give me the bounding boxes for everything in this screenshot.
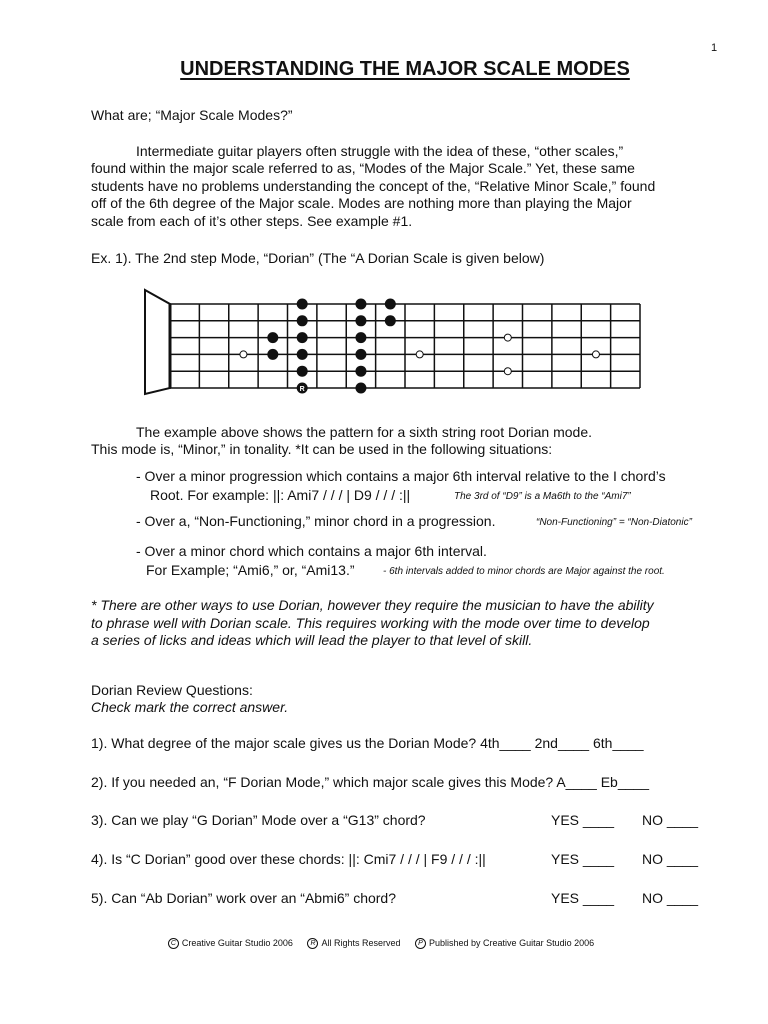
footer-copyright: C Creative Guitar Studio 2006: [168, 938, 293, 948]
bullet-2-line: - Over a, “Non-Functioning,” minor chord in a progression.: [136, 513, 496, 529]
scale-note: [267, 332, 278, 343]
scale-note: [297, 315, 308, 326]
intro-line-3: students have no problems understanding the concept of the, “Relative Minor Scale,” found: [91, 178, 656, 194]
footer-published: P Published by Creative Guitar Studio 2006: [415, 938, 594, 948]
scale-note: [267, 349, 278, 360]
intro-line-5: scale from each of it’s other steps. See example #1.: [91, 213, 413, 229]
open-marker: [504, 334, 511, 341]
example-caption: Ex. 1). The 2nd step Mode, “Dorian” (The “A Dorian Scale is given below): [91, 250, 545, 266]
review-heading: Dorian Review Questions:: [91, 682, 253, 698]
open-marker: [416, 351, 423, 358]
bullet-3-line-2: For Example; “Ami6,” or, “Ami13.”: [146, 562, 355, 578]
q4-yes[interactable]: YES ____: [551, 851, 615, 867]
bullet-1-note: The 3rd of “D9” is a Ma6th to the “Ami7”: [454, 491, 631, 502]
bullet-1-line-2: Root. For example: ||: Ami7 / / / | D9 / / / :||: [150, 487, 411, 503]
q4-no[interactable]: NO ____: [642, 851, 699, 867]
open-marker: [592, 351, 599, 358]
copyright-icon: C: [168, 938, 179, 949]
scale-note: [355, 383, 366, 394]
open-marker: [240, 351, 247, 358]
scale-note: [297, 299, 308, 310]
scale-note: [297, 332, 308, 343]
q5-yes[interactable]: YES ____: [551, 890, 615, 906]
intro-line-2: found within the major scale referred to as, “Modes of the Major Scale.” Yet, these same: [91, 160, 635, 176]
registered-icon: R: [307, 938, 318, 949]
question-3: 3). Can we play “G Dorian” Mode over a “G13” chord?: [91, 812, 426, 828]
note-line-1: * There are other ways to use Dorian, however they require the musician to have the ability: [91, 597, 654, 613]
review-instruction: Check mark the correct answer.: [91, 699, 289, 715]
intro-line-4: off of the 6th degree of the Major scale. Modes are nothing more than playing the Major: [91, 195, 632, 211]
footer-reserved: R All Rights Reserved: [307, 938, 400, 948]
page-title: UNDERSTANDING THE MAJOR SCALE MODES: [180, 58, 630, 80]
question-4: 4). Is “C Dorian” good over these chords: ||: Cmi7 / / / | F9 / / / :||: [91, 851, 486, 867]
scale-note: [385, 315, 396, 326]
bullet-1-line-1: - Over a minor progression which contains a major 6th interval relative to the I chord’s: [136, 468, 666, 484]
bullet-3-line-1: - Over a minor chord which contains a major 6th interval.: [136, 543, 487, 559]
fretboard-diagram: [140, 286, 650, 396]
scale-note: [355, 349, 366, 360]
scale-note: [355, 332, 366, 343]
question-1: 1). What degree of the major scale gives us the Dorian Mode? 4th____ 2nd____ 6th____: [91, 735, 644, 751]
question-5: 5). Can “Ab Dorian” work over an “Abmi6” chord?: [91, 890, 397, 906]
scale-note: [385, 299, 396, 310]
q5-no[interactable]: NO ____: [642, 890, 699, 906]
note-line-3: a series of licks and ideas which will lead the player to that level of skill.: [91, 632, 533, 648]
headstock: [145, 290, 170, 394]
open-marker: [504, 368, 511, 375]
scale-note: [355, 366, 366, 377]
q3-no[interactable]: NO ____: [642, 812, 699, 828]
published-icon: P: [415, 938, 426, 949]
q3-yes[interactable]: YES ____: [551, 812, 615, 828]
explain-line-1: The example above shows the pattern for a sixth string root Dorian mode.: [136, 424, 593, 440]
bullet-2-note: “Non-Functioning” = “Non-Diatonic”: [536, 517, 692, 528]
scale-note: [297, 349, 308, 360]
explain-line-2: This mode is, “Minor,” in tonality. *It can be used in the following situations:: [91, 441, 553, 457]
page-number: 1: [711, 42, 718, 54]
question-heading: What are; “Major Scale Modes?”: [91, 107, 293, 123]
scale-note: [355, 315, 366, 326]
intro-line-1: Intermediate guitar players often struggle with the idea of these, “other scales,”: [136, 143, 624, 159]
note-line-2: to phrase well with Dorian scale. This requires working with the mode over time to develop: [91, 615, 650, 631]
root-note-label: R: [299, 386, 305, 393]
scale-note: [355, 299, 366, 310]
question-2: 2). If you needed an, “F Dorian Mode,” which major scale gives this Mode? A____ Eb____: [91, 774, 649, 790]
scale-note: [297, 366, 308, 377]
bullet-3-note: - 6th intervals added to minor chords are Major against the root.: [383, 566, 665, 577]
footer: [0, 938, 762, 949]
